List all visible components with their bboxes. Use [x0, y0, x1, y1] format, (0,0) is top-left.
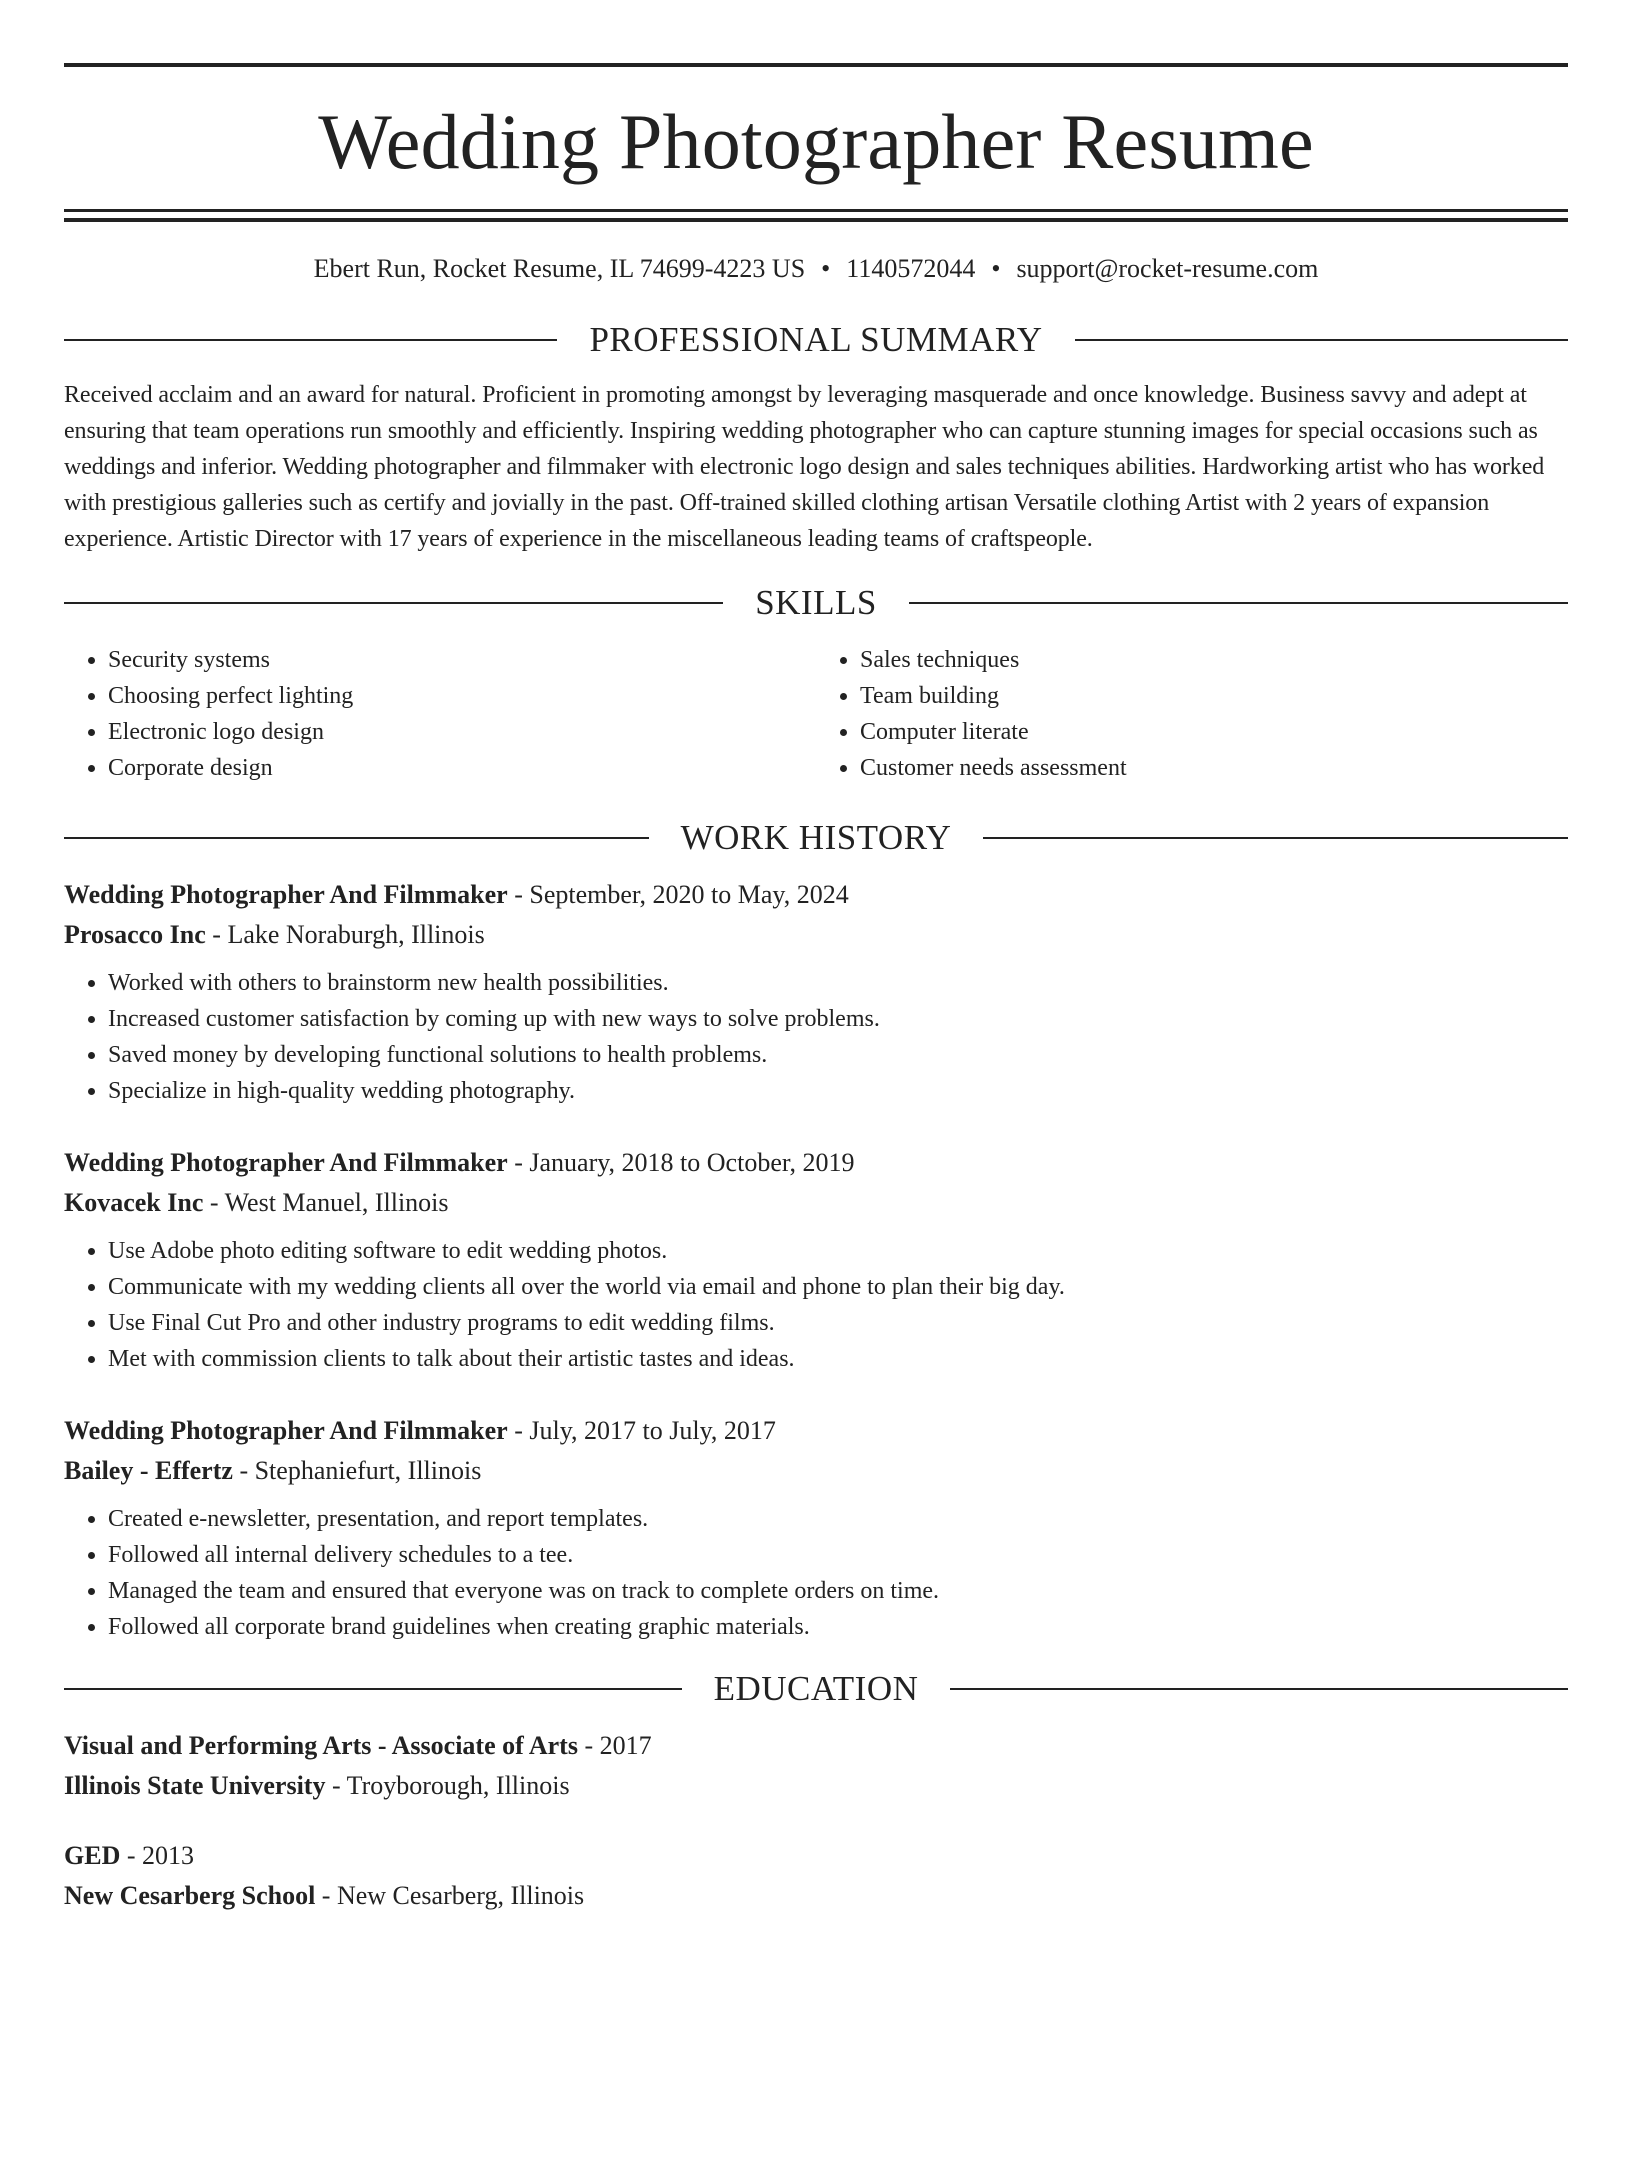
heading-rule — [64, 837, 649, 839]
skills-list — [64, 642, 1568, 786]
skill-item: • Team building — [860, 678, 1568, 714]
title-double-rule — [64, 209, 1568, 222]
summary-heading — [64, 322, 1568, 357]
job-bullets — [64, 1501, 1568, 1645]
degree-name: Visual and Performing Arts - Associate of Arts — [64, 1731, 578, 1760]
school-name: Illinois State University — [64, 1771, 326, 1800]
school-name: New Cesarberg School — [64, 1881, 316, 1910]
job-bullets — [64, 965, 1568, 1109]
contact-address: Ebert Run, Rocket Resume, IL 74699-4223 US — [313, 254, 806, 283]
company-location: - West Manuel, Illinois — [203, 1188, 449, 1217]
job-entry — [64, 875, 1568, 1109]
education-entry — [64, 1836, 1568, 1916]
skill-item: • Sales techniques — [860, 642, 1568, 678]
degree-line — [64, 1836, 1568, 1876]
resume-title: Wedding Photographer Resume — [318, 98, 1314, 185]
heading-rule — [1075, 339, 1568, 341]
degree-year: - 2017 — [577, 1731, 652, 1760]
company-name: Bailey - Effertz — [64, 1456, 233, 1485]
skill-item: • Security systems — [108, 642, 816, 678]
job-bullet: • Use Adobe photo editing software to edit wedding photos. — [108, 1233, 1568, 1269]
skill-item: • Electronic logo design — [108, 714, 816, 750]
job-bullet: • Specialize in high-quality wedding photography. — [108, 1073, 1568, 1109]
job-bullet: • Worked with others to brainstorm new health possibilities. — [108, 965, 1568, 1001]
job-entry — [64, 1143, 1568, 1377]
job-title: Wedding Photographer And Filmmaker — [64, 1148, 508, 1177]
degree-name: GED — [64, 1841, 121, 1870]
skill-item: • Computer literate — [860, 714, 1568, 750]
job-bullet: • Managed the team and ensured that everyone was on track to complete orders on time. — [108, 1573, 1568, 1609]
skills-heading — [64, 585, 1568, 620]
company-line — [64, 915, 1568, 955]
school-line — [64, 1766, 1568, 1806]
contact-separator: • — [991, 254, 1001, 283]
school-location: - New Cesarberg, Illinois — [315, 1881, 585, 1910]
skill-item: • Customer needs assessment — [860, 750, 1568, 786]
company-line — [64, 1183, 1568, 1223]
contact-separator: • — [821, 254, 831, 283]
job-title-line — [64, 1411, 1568, 1451]
skills-column-right — [816, 642, 1568, 786]
contact-email: support@rocket-resume.com — [1016, 254, 1319, 283]
job-bullet: • Use Final Cut Pro and other industry programs to edit wedding films. — [108, 1305, 1568, 1341]
job-bullet: • Increased customer satisfaction by coming up with new ways to solve problems. — [108, 1001, 1568, 1037]
heading-rule — [64, 1688, 682, 1690]
top-rule — [64, 63, 1568, 67]
job-dates: - January, 2018 to October, 2019 — [507, 1148, 855, 1177]
skills-column-left — [64, 642, 816, 786]
school-location: - Troyborough, Illinois — [325, 1771, 570, 1800]
heading-rule — [64, 339, 557, 341]
skill-item: • Corporate design — [108, 750, 816, 786]
skills-heading-label: SKILLS — [755, 583, 877, 622]
company-location: - Lake Noraburgh, Illinois — [205, 920, 485, 949]
job-title-line — [64, 875, 1568, 915]
company-line — [64, 1451, 1568, 1491]
company-name: Prosacco Inc — [64, 920, 206, 949]
job-bullet: • Followed all internal delivery schedules to a tee. — [108, 1537, 1568, 1573]
summary-heading-label: PROFESSIONAL SUMMARY — [589, 320, 1043, 359]
work-heading-label: WORK HISTORY — [680, 818, 952, 857]
education-entry — [64, 1726, 1568, 1806]
company-location: - Stephaniefurt, Illinois — [232, 1456, 482, 1485]
job-dates: - July, 2017 to July, 2017 — [507, 1416, 776, 1445]
job-bullet: • Met with commission clients to talk about their artistic tastes and ideas. — [108, 1341, 1568, 1377]
job-title: Wedding Photographer And Filmmaker — [64, 1416, 508, 1445]
education-heading-label: EDUCATION — [713, 1669, 919, 1708]
work-heading — [64, 820, 1568, 855]
degree-year: - 2013 — [120, 1841, 195, 1870]
heading-rule — [983, 837, 1568, 839]
job-bullet: • Communicate with my wedding clients all over the world via email and phone to plan their big day. — [108, 1269, 1568, 1305]
resume-page — [0, 63, 1632, 2175]
job-bullets — [64, 1233, 1568, 1377]
heading-rule — [64, 602, 723, 604]
degree-line — [64, 1726, 1568, 1766]
heading-rule — [909, 602, 1568, 604]
school-line — [64, 1876, 1568, 1916]
job-entry — [64, 1411, 1568, 1645]
job-bullet: • Saved money by developing functional solutions to health problems. — [108, 1037, 1568, 1073]
summary-text: Received acclaim and an award for natural. Proficient in promoting amongst by leveraging masquerade and once knowledge. Business savvy and adept at ensuring that team operations run smoothly and efficiently. Inspiring wedding photographer who can capture stunning images for special occasions such as weddings and inferior. Wedding photographer and filmmaker with electronic logo design and sales techniques abilities. Hardworking artist who has worked with prestigious galleries such as certify and jovially in the past. Off-trained skilled clothing artisan Versatile clothing Artist with 2 years of expansion experience. Artistic Director with 17 years of experience in the miscellaneous leading teams of craftspeople. — [64, 382, 1545, 552]
education-heading — [64, 1671, 1568, 1706]
skill-item: • Choosing perfect lighting — [108, 678, 816, 714]
company-name: Kovacek Inc — [64, 1188, 204, 1217]
job-title-line — [64, 1143, 1568, 1183]
contact-phone: 1140572044 — [846, 254, 976, 283]
job-bullet: • Followed all corporate brand guidelines when creating graphic materials. — [108, 1609, 1568, 1645]
job-dates: - September, 2020 to May, 2024 — [507, 880, 849, 909]
job-title: Wedding Photographer And Filmmaker — [64, 880, 508, 909]
contact-line — [64, 256, 1568, 282]
job-bullet: • Created e-newsletter, presentation, and report templates. — [108, 1501, 1568, 1537]
heading-rule — [950, 1688, 1568, 1690]
